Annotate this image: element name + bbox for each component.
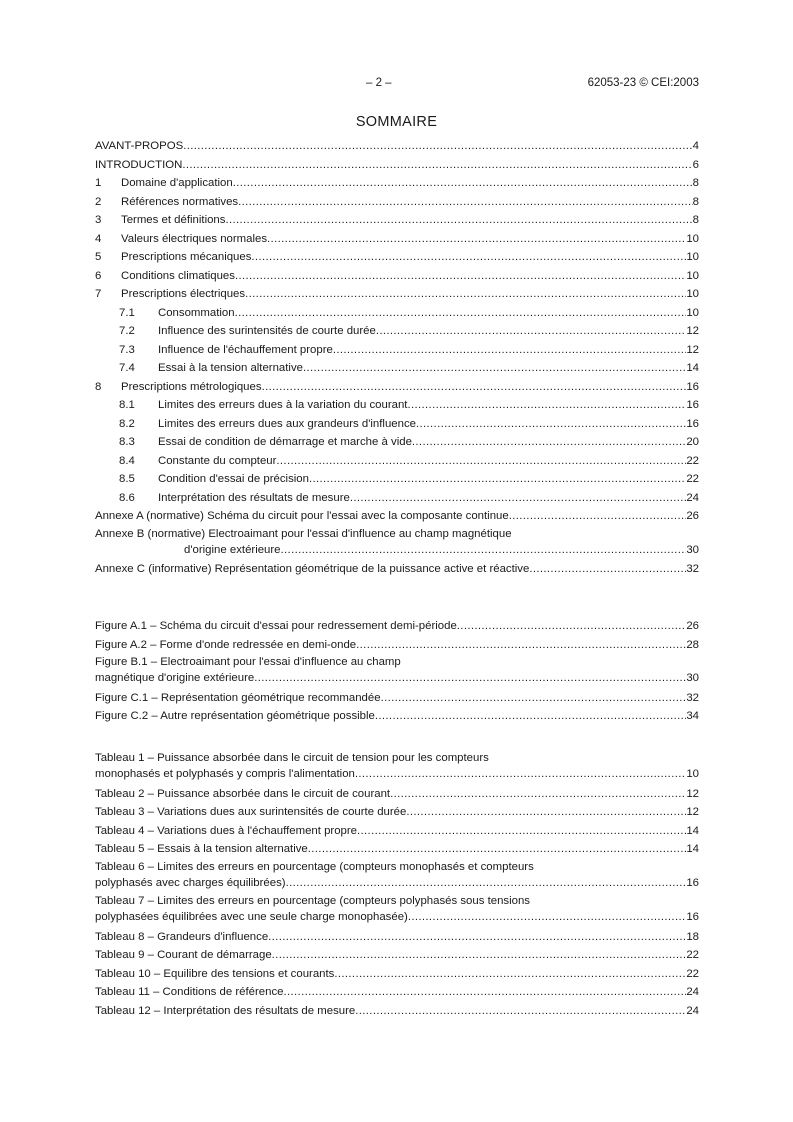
dot-leader	[416, 415, 686, 434]
page-reference: 14	[686, 843, 699, 855]
entry-title-line2: polyphasées équilibrées avec une seule charge monophasée)	[95, 911, 408, 923]
dot-leader	[529, 560, 686, 579]
table-entry[interactable]	[95, 893, 699, 925]
entry-title: Tableau 2 – Puissance absorbée dans le circuit de courant	[95, 787, 391, 800]
entry-title: Annexe B (normative) Electroaimant pour l'essai d'influence au champ magnétique	[95, 527, 512, 540]
entry-title: Influence des surintensités de courte durée	[158, 325, 376, 337]
page-reference: 16	[686, 399, 699, 411]
dot-leader	[251, 248, 686, 267]
page-reference: 6	[692, 158, 699, 171]
figure-entry[interactable]	[95, 654, 699, 686]
table-entry[interactable]	[95, 822, 699, 841]
section-number: 7.3	[119, 343, 135, 356]
dot-leader	[272, 946, 687, 965]
section-number: 5	[95, 251, 102, 263]
page-reference: 24	[686, 986, 699, 998]
annex-list	[95, 507, 699, 579]
section-number: 8.2	[119, 417, 135, 430]
toc-entry[interactable]	[95, 156, 699, 175]
page-reference: 24	[686, 491, 699, 504]
dot-leader	[334, 965, 686, 984]
section-number: 8	[95, 380, 102, 393]
document-reference: 62053-23 © CEI:2003	[587, 77, 699, 89]
dot-leader	[235, 304, 687, 323]
toc-subentry[interactable]	[95, 396, 699, 415]
figure-entry[interactable]	[95, 617, 699, 636]
dot-leader	[333, 341, 686, 360]
entry-title: Tableau 1 – Puissance absorbée dans le circuit de tension pour les compteurs	[95, 752, 489, 764]
page-reference: 10	[686, 251, 699, 263]
entry-title: Figure C.2 – Autre représentation géométrique possible	[95, 710, 375, 722]
annex-entry[interactable]	[95, 560, 699, 579]
page-reference: 12	[686, 325, 699, 337]
dot-leader	[254, 670, 686, 686]
toc-entry[interactable]	[95, 193, 699, 212]
table-entry[interactable]	[95, 750, 699, 782]
dot-leader	[407, 396, 686, 415]
page-reference: 10	[686, 768, 699, 780]
toc-subentry[interactable]	[95, 489, 699, 508]
entry-title: Annexe A (normative) Schéma du circuit pour l'essai avec la composante continue	[95, 510, 509, 522]
entry-title-continued	[95, 542, 699, 558]
entry-title: Tableau 12 – Interprétation des résultats de mesure	[95, 1004, 356, 1017]
entry-title: Prescriptions électriques	[121, 288, 246, 300]
section-number: 4	[95, 232, 102, 245]
dot-leader	[281, 542, 687, 558]
table-list	[95, 750, 699, 1020]
dot-leader	[457, 617, 687, 636]
entry-title: Tableau 4 – Variations dues à l'échauffement propre	[95, 824, 358, 837]
page-reference: 26	[686, 620, 699, 632]
page-reference: 8	[692, 195, 699, 208]
page-reference: 16	[686, 911, 699, 923]
dot-leader	[509, 507, 687, 526]
entry-title: Limites des erreurs dues à la variation du courant	[158, 399, 408, 411]
entry-title: Termes et définitions	[121, 214, 226, 226]
dot-leader	[284, 983, 687, 1002]
entry-title: Figure A.2 – Forme d'onde redressée en demi-onde	[95, 638, 357, 651]
table-entry[interactable]	[95, 946, 699, 965]
entry-title: Valeurs électriques normales	[121, 232, 268, 245]
page-reference: 16	[686, 380, 699, 393]
toc-entry[interactable]	[95, 174, 699, 193]
page-reference: 8	[692, 214, 699, 226]
toc-subentry[interactable]	[95, 341, 699, 360]
dot-leader	[245, 285, 686, 304]
dot-leader	[276, 452, 686, 471]
page-reference: 20	[686, 436, 699, 448]
dot-leader	[390, 785, 686, 804]
entry-title: Interprétation des résultats de mesure	[158, 491, 350, 504]
page-reference: 30	[686, 672, 699, 684]
entry-title: Annexe C (informative) Représentation géométrique de la puissance active et réactive	[95, 563, 530, 575]
dot-leader	[381, 689, 687, 708]
section-number: 8.4	[119, 454, 135, 467]
page-reference: 32	[686, 691, 699, 704]
table-entry[interactable]	[95, 859, 699, 891]
entry-title: Limites des erreurs dues aux grandeurs d'influence	[158, 417, 416, 430]
page-reference: 22	[686, 949, 699, 961]
section-number: 8.1	[119, 399, 135, 411]
toc-subentry[interactable]	[95, 322, 699, 341]
page-reference: 32	[686, 563, 699, 575]
page-reference: 12	[686, 787, 699, 800]
figure-entry[interactable]	[95, 636, 699, 655]
page-reference: 12	[686, 806, 699, 818]
page-reference: 22	[686, 967, 699, 980]
entry-title: Constante du compteur	[158, 454, 277, 467]
table-entry[interactable]	[95, 965, 699, 984]
dot-leader	[355, 1002, 686, 1021]
toc-subentry[interactable]	[95, 452, 699, 471]
dot-leader	[406, 803, 686, 822]
section-number: 8.5	[119, 473, 135, 485]
entry-title-line2: d'origine extérieure	[184, 543, 281, 556]
section-number: 6	[95, 269, 102, 282]
section-number: 7.4	[119, 362, 135, 374]
section-number: 7.1	[119, 306, 135, 319]
table-entry[interactable]	[95, 983, 699, 1002]
page-reference: 34	[686, 710, 699, 722]
dot-leader	[268, 928, 686, 947]
dot-leader	[286, 875, 687, 891]
entry-title-continued	[95, 909, 699, 925]
entry-title-continued	[95, 766, 699, 782]
entry-title: Tableau 11 – Conditions de référence	[95, 986, 284, 998]
entry-title: Figure B.1 – Electroaimant pour l'essai d'influence au champ	[95, 656, 401, 668]
section-number: 3	[95, 214, 102, 226]
toc-entry[interactable]	[95, 378, 699, 397]
entry-title: Essai à la tension alternative	[158, 362, 303, 374]
figure-entry[interactable]	[95, 689, 699, 708]
entry-title: Tableau 3 – Variations dues aux surintensités de courte durée	[95, 806, 407, 818]
figure-entry[interactable]	[95, 707, 699, 726]
entry-title: Figure A.1 – Schéma du circuit d'essai pour redressement demi-période	[95, 620, 457, 632]
dot-leader	[350, 489, 686, 508]
page-reference: 18	[686, 930, 699, 943]
toc-entry[interactable]	[95, 267, 699, 286]
toc-subentry[interactable]	[95, 415, 699, 434]
toc-subentry[interactable]	[95, 359, 699, 378]
page-reference: 10	[686, 269, 699, 282]
dot-leader	[408, 909, 687, 925]
page-reference: 22	[686, 454, 699, 467]
page-reference: 24	[686, 1004, 699, 1017]
page-reference: 10	[686, 232, 699, 245]
entry-title: Prescriptions mécaniques	[121, 251, 252, 263]
figure-list	[95, 617, 699, 726]
dot-leader	[375, 707, 686, 726]
entry-title: Condition d'essai de précision	[158, 473, 309, 485]
page-number: – 2 –	[366, 77, 392, 89]
toc-subentry[interactable]	[95, 470, 699, 489]
dot-leader	[182, 156, 692, 175]
annex-entry[interactable]	[95, 507, 699, 526]
dot-leader	[357, 822, 686, 841]
page-reference: 26	[686, 510, 699, 522]
dot-leader	[183, 137, 692, 156]
toc-subentry[interactable]	[95, 433, 699, 452]
page-reference: 10	[686, 306, 699, 319]
dot-leader	[309, 470, 686, 489]
page-reference: 10	[686, 288, 699, 300]
section-number: 8.3	[119, 436, 135, 448]
entry-title-continued	[95, 670, 699, 686]
section-number: 7	[95, 288, 102, 300]
dot-leader	[412, 433, 686, 452]
section-number: 8.6	[119, 491, 135, 504]
page-reference: 4	[692, 140, 699, 152]
dot-leader	[303, 359, 686, 378]
entry-title: Tableau 5 – Essais à la tension alternative	[95, 843, 308, 855]
entry-title: Tableau 7 – Limites des erreurs en pourcentage (compteurs polyphasés sous tensions	[95, 895, 530, 907]
entry-title: AVANT-PROPOS	[95, 140, 184, 152]
dot-leader	[262, 378, 687, 397]
entry-title: Domaine d'application	[121, 177, 233, 189]
section-number: 2	[95, 195, 102, 208]
dot-leader	[235, 267, 686, 286]
entry-title: Conditions climatiques	[121, 269, 235, 282]
page-reference: 12	[686, 343, 699, 356]
entry-title-continued	[95, 875, 699, 891]
page-header	[0, 77, 793, 93]
entry-title: Tableau 8 – Grandeurs d'influence	[95, 930, 269, 943]
dot-leader	[356, 636, 686, 655]
dot-leader	[238, 193, 693, 212]
entry-title: Consommation	[158, 306, 235, 319]
entry-title-line2: polyphasés avec charges équilibrées)	[95, 876, 286, 889]
page-reference: 14	[686, 824, 699, 837]
dot-leader	[376, 322, 687, 341]
entry-title-line2: magnétique d'origine extérieure	[95, 672, 255, 684]
toc-entry[interactable]	[95, 137, 699, 156]
page-reference: 30	[686, 543, 699, 556]
table-entry[interactable]	[95, 928, 699, 947]
page-reference: 8	[692, 177, 699, 189]
entry-title: Figure C.1 – Représentation géométrique recommandée	[95, 691, 381, 704]
entry-title: Prescriptions métrologiques	[121, 380, 262, 393]
table-entry[interactable]	[95, 785, 699, 804]
dot-leader	[233, 174, 693, 193]
entry-title-line2: monophasés et polyphasés y compris l'alimentation	[95, 768, 355, 780]
toc-entry[interactable]	[95, 211, 699, 230]
dot-leader	[308, 840, 687, 859]
toc-entry[interactable]	[95, 285, 699, 304]
entry-title: Tableau 10 – Equilibre des tensions et courants	[95, 967, 335, 980]
toc-subentry[interactable]	[95, 304, 699, 323]
entry-title: Tableau 9 – Courant de démarrage	[95, 949, 272, 961]
toc-entry[interactable]	[95, 248, 699, 267]
entry-title: Influence de l'échauffement propre	[158, 343, 333, 356]
entry-title: Tableau 6 – Limites des erreurs en pourcentage (compteurs monophasés et compteurs	[95, 860, 534, 873]
table-of-contents	[95, 137, 699, 507]
table-entry[interactable]	[95, 1002, 699, 1021]
dot-leader	[267, 230, 686, 249]
dot-leader	[225, 211, 692, 230]
entry-title: Références normatives	[121, 195, 239, 208]
table-entry[interactable]	[95, 840, 699, 859]
page-reference: 14	[686, 362, 699, 374]
entry-title: INTRODUCTION	[95, 158, 183, 171]
annex-entry[interactable]	[95, 526, 699, 558]
page-reference: 16	[686, 417, 699, 430]
table-entry[interactable]	[95, 803, 699, 822]
section-number: 7.2	[119, 325, 135, 337]
section-number: 1	[95, 177, 102, 189]
page-reference: 22	[686, 473, 699, 485]
toc-entry[interactable]	[95, 230, 699, 249]
page-reference: 16	[686, 876, 699, 889]
entry-title: Essai de condition de démarrage et marche à vide	[158, 436, 412, 448]
dot-leader	[355, 766, 686, 782]
page-title: SOMMAIRE	[355, 114, 438, 130]
page-reference: 28	[686, 638, 699, 651]
